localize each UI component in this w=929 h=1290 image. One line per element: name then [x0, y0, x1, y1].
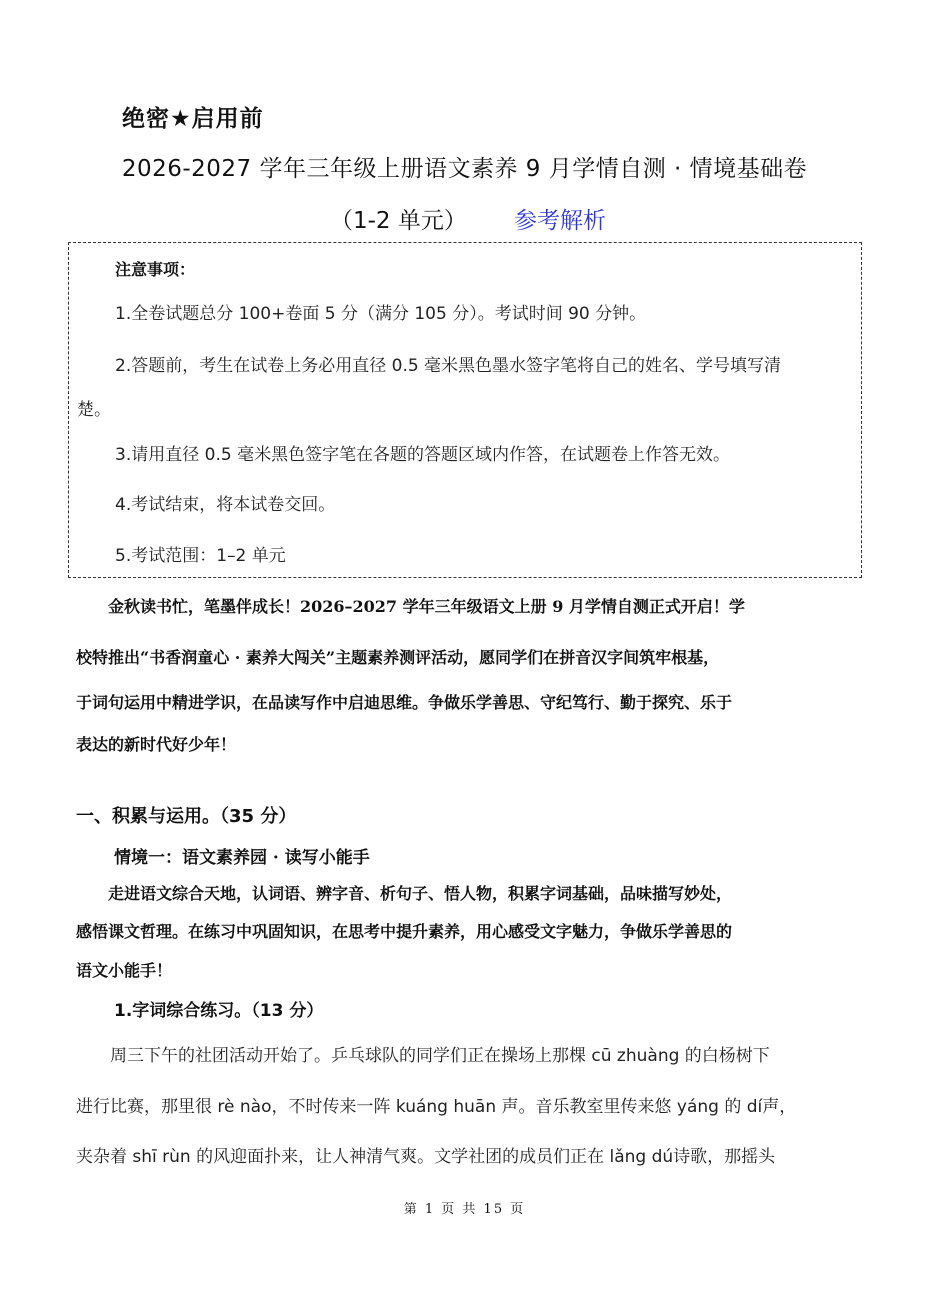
notice-item-wrap: 楚。 — [77, 400, 111, 420]
notice-item: 1.全卷试题总分 100+卷面 5 分（满分 105 分）。考试时间 90 分钟。 — [115, 304, 647, 324]
notice-item: 2.答题前，考生在试卷上务必用直径 0.5 毫米黑色墨水签字笔将自己的姓名、学号填写清 — [115, 356, 782, 376]
notice-heading: 注意事项： — [115, 260, 196, 279]
scenario-title: 情境一：语文素养园 · 读写小能手 — [114, 848, 370, 868]
exam-title: 2026-2027 学年三年级上册语文素养 9 月学情自测 · 情境基础卷 — [121, 156, 808, 182]
question-1-text: 周三下午的社团活动开始了。乒乓球队的同学们正在操场上那棵 cū zhuàng 的白杨树下 — [76, 1046, 770, 1066]
notice-box — [68, 242, 862, 578]
scenario-desc-line: 走进语文综合天地，认词语、辨字音、析句子、悟人物，积累字词基础，品味描写妙处， — [76, 884, 733, 903]
section-title: 一、积累与运用。（35 分） — [76, 806, 297, 827]
scenario-desc-line: 感悟课文哲理。在练习中巩固知识，在思考中提升素养，用心感受文字魅力，争做乐学善思的 — [76, 922, 733, 941]
intro-line: 金秋读书忙，笔墨伴成长！2026–2027 学年三年级语文上册 9 月学情自测正式开启！学 — [76, 597, 745, 616]
answer-label: 参考解析 — [514, 208, 606, 234]
intro-line: 于词句运用中精进学识，在品读写作中启迪思维。争做乐学善思、守纪笃行、勤于探究、乐于 — [76, 693, 733, 712]
notice-item: 4.考试结束，将本试卷交回。 — [115, 495, 336, 515]
intro-line: 表达的新时代好少年！ — [76, 735, 237, 754]
question-1-title: 1.字词综合练习。（13 分） — [114, 1001, 324, 1021]
confidential-mark: 绝密★启用前 — [122, 106, 264, 132]
intro-line: 校特推出“书香润童心 · 素养大闯关”主题素养测评活动，愿同学们在拼音汉字间筑牢根基， — [76, 648, 720, 667]
page-footer: 第 1 页 共 15 页 — [403, 1202, 526, 1217]
exam-subtitle — [0, 202, 929, 236]
unit-range: （1-2 单元） — [330, 208, 467, 234]
question-1-text: 夹杂着 shī rùn 的风迎面扑来，让人神清气爽。文学社团的成员们正在 lǎng dú诗歌，那摇头 — [76, 1147, 776, 1167]
scenario-desc-line: 语文小能手！ — [76, 961, 173, 980]
notice-item: 5.考试范围：1–2 单元 — [115, 546, 286, 566]
question-1-text: 进行比赛，那里很 rè nào，不时传来一阵 kuáng huān 声。音乐教室里传来悠 yáng 的 dí声， — [76, 1097, 797, 1117]
notice-item: 3.请用直径 0.5 毫米黑色签字笔在各题的答题区域内作答，在试题卷上作答无效。 — [115, 445, 731, 465]
